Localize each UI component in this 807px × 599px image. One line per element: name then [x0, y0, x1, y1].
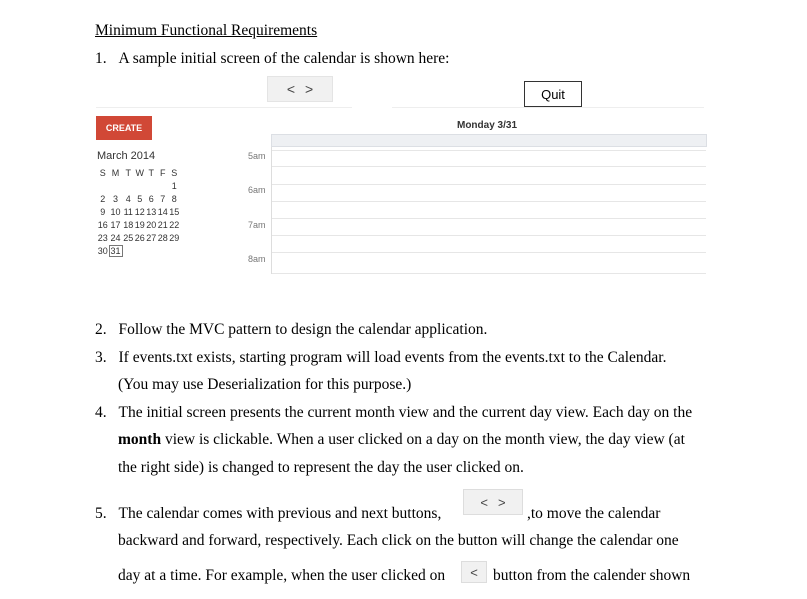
day-cell[interactable]: 16 — [97, 219, 108, 230]
weekday-label: S — [99, 167, 106, 178]
day-cell[interactable]: 6 — [148, 193, 154, 204]
day-cell[interactable]: 3 — [113, 193, 119, 204]
weekday-label: S — [171, 167, 178, 178]
day-cell[interactable] — [157, 179, 169, 192]
day-cell[interactable]: 26 — [134, 232, 145, 243]
day-cell[interactable]: 1 — [171, 180, 177, 191]
item-5-line1-b: ,to move the calendar — [527, 505, 661, 522]
day-cell[interactable]: 11 — [123, 206, 133, 217]
day-cell[interactable]: 10 — [110, 206, 121, 217]
day-cell[interactable]: 21 — [157, 219, 168, 230]
day-cell[interactable]: 15 — [169, 206, 180, 217]
item-3 — [95, 349, 666, 367]
divider-right — [392, 107, 704, 108]
item-5 — [95, 505, 441, 523]
day-cell[interactable]: 19 — [134, 219, 145, 230]
day-cell-today[interactable] — [109, 244, 123, 257]
day-cell[interactable] — [146, 179, 158, 192]
day-cell[interactable]: 5 — [137, 193, 143, 204]
day-cell[interactable]: 29 — [169, 232, 180, 243]
today-marker: 31 — [110, 245, 121, 256]
item-3-number: 3. — [95, 349, 107, 366]
prev-button[interactable]: < — [286, 81, 295, 97]
hour-label: 8am — [248, 254, 266, 264]
weekday-label: F — [160, 167, 166, 178]
item-1-text: A sample initial screen of the calendar is shown here: — [118, 50, 450, 67]
next-button[interactable]: > — [305, 81, 314, 97]
day-cell[interactable]: 30 — [97, 245, 108, 256]
item-4-number: 4. — [95, 404, 107, 421]
day-cell[interactable]: 7 — [160, 193, 166, 204]
day-cell[interactable]: 2 — [100, 193, 106, 204]
create-button[interactable]: CREATE — [96, 116, 152, 140]
day-cell[interactable]: 4 — [125, 193, 131, 204]
day-cell[interactable]: 22 — [169, 219, 180, 230]
day-view-header-bar — [271, 134, 707, 147]
month-view — [97, 150, 180, 257]
day-cell[interactable]: 28 — [157, 232, 168, 243]
item-4-month-bold: month — [118, 431, 162, 448]
hour-label: 7am — [248, 220, 266, 230]
item-3-line1: If events.txt exists, starting program will load events from the events.txt to the Calendar. — [118, 349, 667, 366]
quit-button[interactable]: Quit — [524, 81, 582, 107]
calendar-nav-group — [267, 76, 333, 102]
item-2-number: 2. — [95, 321, 107, 338]
weekday-label: T — [125, 167, 132, 178]
inline-prev-button-2[interactable]: < — [470, 564, 478, 580]
inline-next-button[interactable]: > — [498, 494, 506, 510]
inline-prev-button-single — [461, 561, 487, 583]
day-cell[interactable]: 8 — [171, 193, 177, 204]
day-cell[interactable]: 25 — [123, 232, 134, 243]
day-view-grid[interactable] — [271, 147, 706, 274]
section-heading: Minimum Functional Requirements — [95, 22, 318, 39]
item-5-number: 5. — [95, 505, 107, 522]
item-4 — [95, 404, 692, 422]
day-cell[interactable]: 20 — [146, 219, 157, 230]
day-view-title: Monday 3/31 — [456, 120, 518, 131]
item-4-line1: The initial screen presents the current month view and the current day view. Each day on the — [118, 404, 693, 421]
item-4-line2-rest: view is clickable. When a user clicked on a day on the month view, the day view (at — [161, 431, 685, 448]
month-grid — [97, 166, 180, 257]
day-cell[interactable]: 13 — [146, 206, 157, 217]
item-1 — [95, 50, 450, 68]
item-2-text: Follow the MVC pattern to design the calendar application. — [118, 321, 488, 338]
item-1-number: 1. — [95, 50, 107, 67]
month-title: March 2014 — [97, 150, 156, 162]
day-cell[interactable] — [123, 179, 135, 192]
item-4-line3: the right side) is changed to represent the day the user clicked on. — [118, 459, 524, 476]
day-cell[interactable]: 14 — [157, 206, 168, 217]
item-3-line2: (You may use Deserialization for this purpose.) — [118, 376, 412, 393]
day-cell[interactable] — [109, 179, 123, 192]
item-5-line1-a: The calendar comes with previous and next buttons, — [118, 505, 442, 522]
day-cell[interactable]: 18 — [123, 219, 134, 230]
item-5-line3-b: button from the calender shown — [493, 567, 691, 584]
day-cell[interactable]: 27 — [146, 232, 157, 243]
day-cell[interactable] — [134, 179, 146, 192]
weekday-label: W — [135, 167, 145, 178]
inline-prev-button[interactable]: < — [480, 494, 488, 510]
divider-left — [96, 107, 352, 108]
day-cell[interactable]: 24 — [110, 232, 121, 243]
day-cell[interactable]: 9 — [100, 206, 106, 217]
inline-nav-buttons — [463, 489, 523, 515]
day-cell[interactable] — [97, 179, 109, 192]
hour-label: 5am — [248, 151, 266, 161]
day-cell[interactable]: 23 — [97, 232, 108, 243]
item-5-line3-a: day at a time. For example, when the user clicked on — [118, 567, 446, 584]
day-cell[interactable]: 17 — [110, 219, 121, 230]
weekday-label: M — [111, 167, 120, 178]
item-5-line2: backward and forward, respectively. Each click on the button will change the calendar one — [118, 532, 679, 549]
weekday-label: T — [148, 167, 155, 178]
hour-label: 6am — [248, 185, 266, 195]
item-4-line2 — [118, 431, 685, 449]
item-2 — [95, 321, 487, 339]
day-cell[interactable]: 12 — [134, 206, 145, 217]
